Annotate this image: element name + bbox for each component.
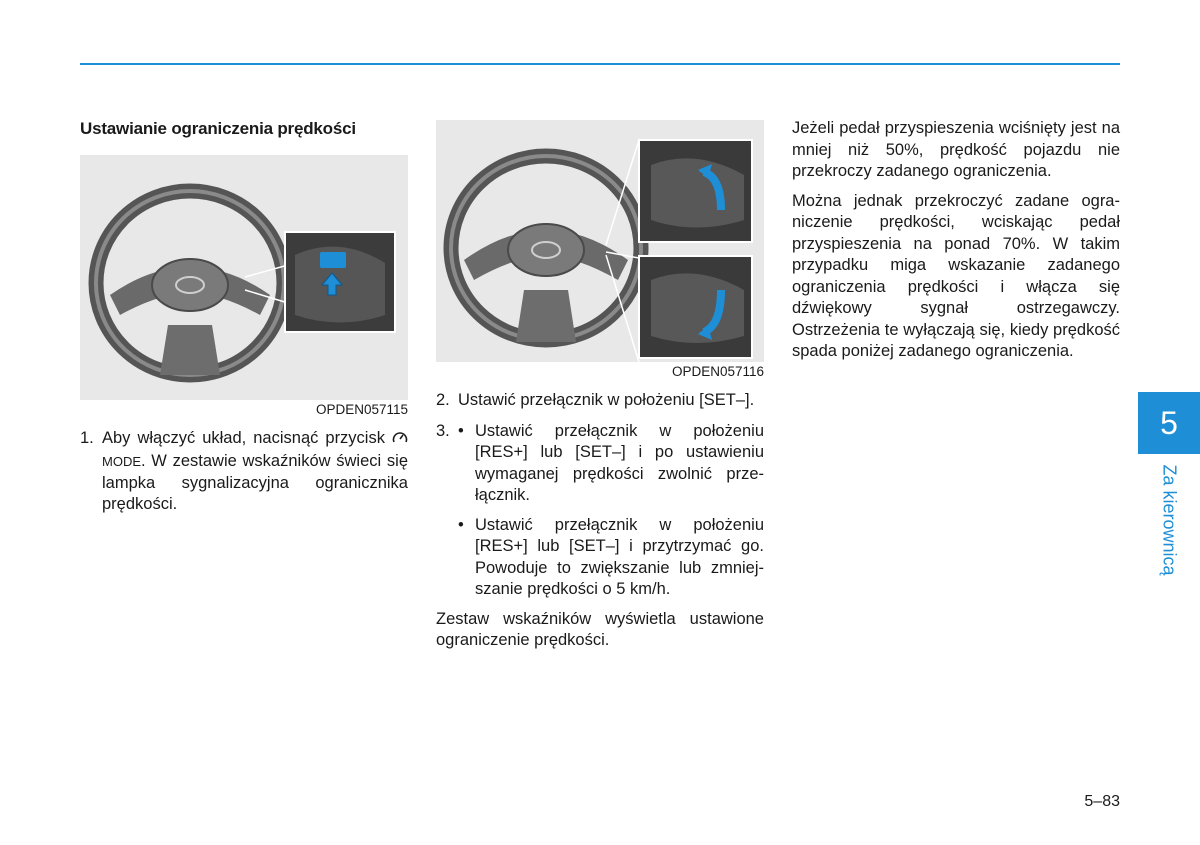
step-2 <box>436 390 764 412</box>
step-text-before: Aby włączyć układ, nacisnąć przycisk <box>102 428 392 447</box>
bullet-text: Ustawić przełącznik w położeniu [RES+] lub [SET–] i po ustawieniu wymaganej prędkości zwolnić przełącznik. <box>475 421 764 504</box>
figure-steering-wheel-mode <box>80 155 408 400</box>
steering-wheel-icon <box>80 155 408 400</box>
step-text-after: . W zestawie wskaźników świeci się lampka sygnalizacyjna ogranicznika prędkości. <box>102 452 408 513</box>
bullet-item <box>458 421 764 507</box>
bullet-item <box>458 515 764 601</box>
step-number: 3. <box>436 421 450 440</box>
middle-column <box>436 118 764 652</box>
step-text <box>102 428 408 516</box>
step-3 <box>436 421 764 601</box>
step-number: 1. <box>80 428 94 447</box>
figure-steering-wheel-switch <box>436 120 764 362</box>
left-column <box>80 118 408 516</box>
figure-code: OPDEN057116 <box>436 363 764 381</box>
speed-limiter-icon <box>392 430 408 452</box>
bullet-text: Ustawić przełącznik w położeniu [RES+] lub [SET–] i przytrzymać go. Powoduje to zwiększanie lub zmniejszanie prędkości o 5 km/h. <box>475 515 764 598</box>
page-number: 5–83 <box>1084 793 1120 810</box>
section-heading: Ustawianie ograniczenia prędkości <box>80 119 356 138</box>
step-number: 2. <box>436 391 450 409</box>
step-bullets <box>458 421 764 601</box>
chapter-title: Za kierownicą <box>1159 464 1180 576</box>
mode-button-label: MODE <box>102 454 141 469</box>
steering-wheel-icon <box>436 120 764 362</box>
chapter-tab: 5 <box>1138 392 1200 454</box>
header-rule <box>80 63 1120 65</box>
paragraph: Jeżeli pedał przyspieszenia wciśnięty jest na mniej niż 50%, prędkość pojazdu nie przekroczy zadanego ograniczenia. <box>792 119 1120 180</box>
closing-paragraph: Zestaw wskaźników wyświetla ustawione ograniczenie prędkości. <box>436 609 764 649</box>
bullet-dot: • <box>458 515 464 534</box>
step-1 <box>80 428 408 516</box>
step-text: Ustawić przełącznik w położeniu [SET–]. <box>458 391 755 409</box>
bullet-dot: • <box>458 421 464 440</box>
paragraph: Można jednak przekroczyć zadane ograniczenie prędkości, wciskając pedał przyspieszenia na ponad 70%. W takim przypadku miga wskazanie zadanego ograniczenia prędkości i włącza się dźwiękowy sygnał ostrzegawczy. Ostrzeżenia te wyłączają się, kiedy prędkość spada poniżej zadanego ograniczenia. <box>792 191 1120 360</box>
figure-code: OPDEN057115 <box>315 401 408 417</box>
right-column <box>792 118 1120 363</box>
